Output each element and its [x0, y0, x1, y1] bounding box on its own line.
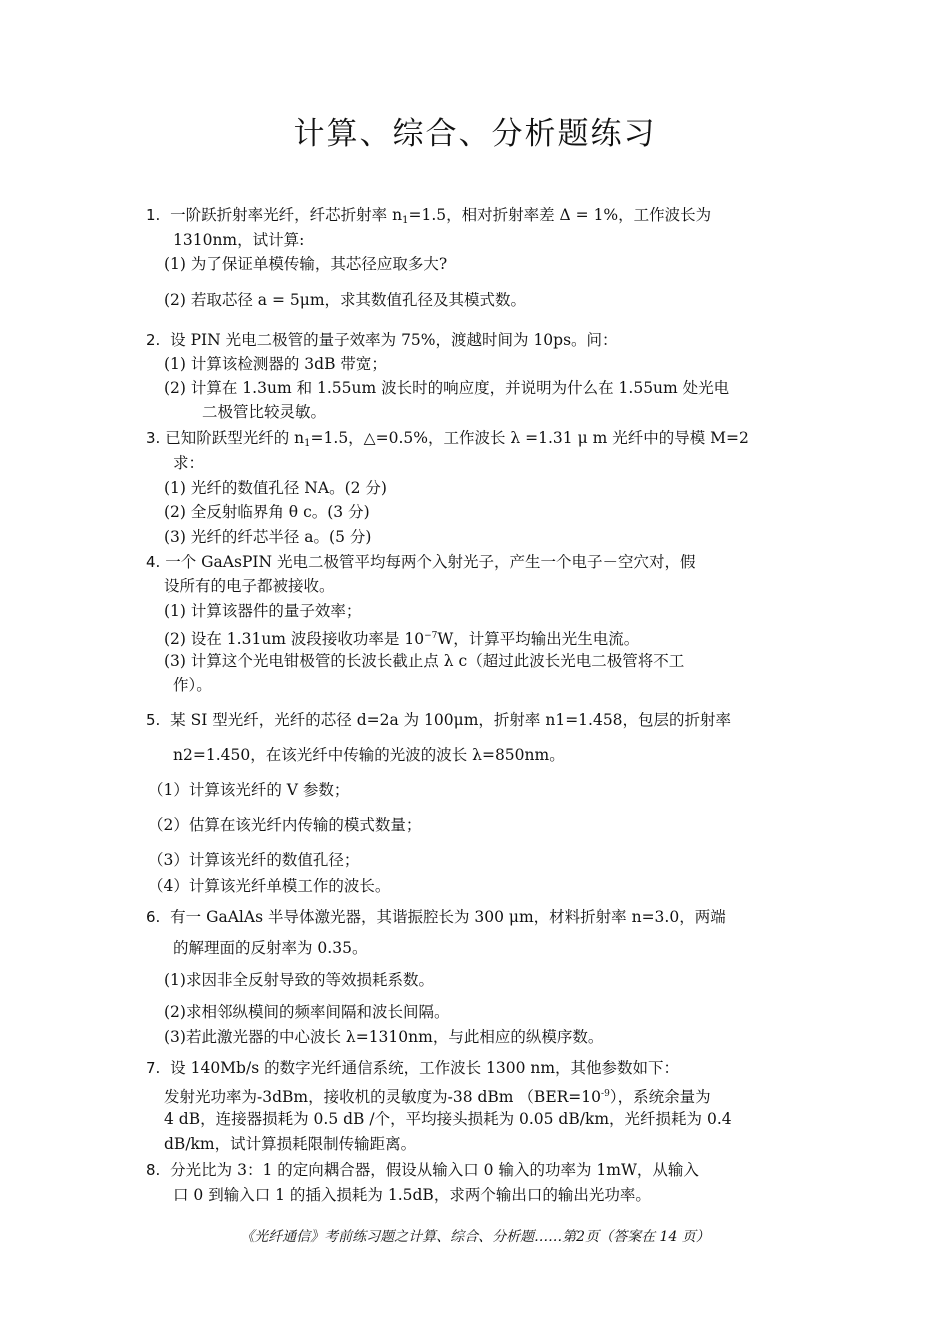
page-title: 计算、综合、分析题练习 — [293, 116, 657, 152]
q5-text: 某 SI 型光纤，光纤的芯径 d=2a 为 100μm，折射率 n1=1.458，包层的折射率 — [170, 711, 732, 729]
q8-number: 8. — [146, 1161, 161, 1179]
q8-line2: 口 0 到输入口 1 的插入损耗为 1.5dB，求两个输出口的输出光功率。 — [173, 1186, 651, 1204]
q7-line2 — [164, 1084, 711, 1107]
page-footer: 《光纤通信》考前练习题之计算、综合、分析题……第2页（答案在 14 页） — [240, 1229, 710, 1245]
q2-line1 — [146, 330, 618, 350]
q5-line1 — [146, 710, 731, 730]
q7-text: 设 140Mb/s 的数字光纤通信系统，工作波长 1300 nm，其他参数如下： — [170, 1059, 680, 1077]
q4-sub2-exponent: −7 — [424, 631, 438, 641]
q6-number: 6. — [146, 908, 161, 926]
q1-sub2: (2) 若取芯径 a = 5μm，求其数值孔径及其模式数。 — [164, 291, 527, 309]
q3-sub1: (1) 光纤的数值孔径 NA。(2 分) — [164, 479, 387, 497]
q4-number: 4. — [146, 553, 161, 571]
q3-sub2: (2) 全反射临界角 θ c。(3 分) — [164, 503, 370, 521]
q1-text-b: =1.5，相对折射率差 Δ = 1%，工作波长为 — [408, 206, 712, 224]
q4-line1 — [146, 552, 696, 572]
q4-sub2-text-b: W，计算平均输出光生电流。 — [437, 630, 640, 649]
q4-sub1: (1) 计算该器件的量子效率； — [164, 602, 362, 620]
q6-text: 有一 GaAlAs 半导体激光器，其谐振腔长为 300 μm，材料折射率 n=3.0，两端 — [170, 908, 726, 926]
q5-number: 5. — [146, 711, 161, 729]
q7-line4: dB/km，试计算损耗限制传输距离。 — [164, 1135, 417, 1153]
q3-sub3: (3) 光纤的纤芯半径 a。(5 分) — [164, 528, 372, 546]
q3-number: 3. — [146, 429, 161, 447]
q4-sub3: (3) 计算这个光电钳极管的长波长截止点 λ c（超过此波长光电二极管将不工 — [164, 652, 685, 670]
q5-sub2: （2）估算在该光纤内传输的模式数量； — [148, 816, 422, 834]
q1-subscript: 1 — [402, 215, 409, 226]
q1-sub1: (1) 为了保证单模传输，其芯径应取多大? — [164, 255, 448, 273]
q1-line2: 1310nm，试计算: — [173, 231, 305, 249]
q3-text-a: 已知阶跃型光纤的 n — [165, 429, 305, 447]
q6-sub1: (1)求因非全反射导致的等效损耗系数。 — [164, 971, 434, 989]
q3-line1 — [146, 428, 749, 454]
q4-sub2 — [164, 626, 639, 649]
q4-sub3-cont: 作）。 — [173, 676, 212, 694]
q3-text-b: =1.5，△=0.5%，工作波长 λ =1.31 μ m 光纤中的导模 M=2 — [310, 429, 749, 447]
q6-sub3: (3)若此激光器的中心波长 λ=1310nm，与此相应的纵模序数。 — [164, 1028, 604, 1046]
q7-number: 7. — [146, 1059, 161, 1077]
q5-line2: n2=1.450，在该光纤中传输的光波的波长 λ=850nm。 — [173, 746, 565, 764]
q2-number: 2. — [146, 331, 161, 349]
q3-subscript: 1 — [304, 438, 311, 449]
q5-sub1: （1）计算该光纤的 V 参数； — [148, 781, 350, 799]
q6-sub2: (2)求相邻纵模间的频率间隔和波长间隔。 — [164, 1003, 450, 1021]
q8-text: 分光比为 3：1 的定向耦合器，假设从输入口 0 输入的功率为 1mW，从输入 — [170, 1161, 699, 1179]
q7-line2-text-b: ），系统余量为 — [609, 1088, 711, 1107]
q2-sub2: (2) 计算在 1.3um 和 1.55um 波长时的响应度，并说明为什么在 1.55um 处光电 — [164, 379, 730, 397]
q7-line3: 4 dB，连接器损耗为 0.5 dB /个，平均接头损耗为 0.05 dB/km，光纤损耗为 0.4 — [164, 1110, 732, 1128]
q4-sub2-text-a: (2) 设在 1.31um 波段接收功率是 10 — [164, 630, 425, 649]
q2-sub1: (1) 计算该检测器的 3dB 带宽； — [164, 355, 387, 373]
q2-sub2-cont: 二极管比较灵敏。 — [202, 403, 327, 421]
q8-line1 — [146, 1160, 699, 1180]
q7-line2-text-a: 发射光功率为-3dBm，接收机的灵敏度为-38 dBm （BER=10 — [164, 1088, 602, 1107]
q6-line2: 的解理面的反射率为 0.35。 — [173, 939, 368, 957]
q1-text-a: 一阶跃折射率光纤，纤芯折射率 n — [170, 206, 403, 224]
q3-line2: 求： — [173, 454, 205, 472]
q1-number: 1. — [146, 206, 161, 224]
q7-ber-exponent: -9 — [601, 1089, 610, 1099]
q5-sub3: （3）计算该光纤的数值孔径； — [148, 851, 360, 869]
q4-line2: 设所有的电子都被接收。 — [164, 577, 335, 595]
q6-line1 — [146, 907, 726, 927]
q7-line1 — [146, 1058, 679, 1078]
q1-line1 — [146, 205, 711, 231]
q5-sub4: （4）计算该光纤单模工作的波长。 — [148, 877, 391, 895]
q2-text: 设 PIN 光电二极管的量子效率为 75%，渡越时间为 10ps。问： — [170, 331, 618, 349]
q4-text: 一个 GaAsPIN 光电二极管平均每两个入射光子，产生一个电子－空穴对，假 — [165, 553, 696, 571]
